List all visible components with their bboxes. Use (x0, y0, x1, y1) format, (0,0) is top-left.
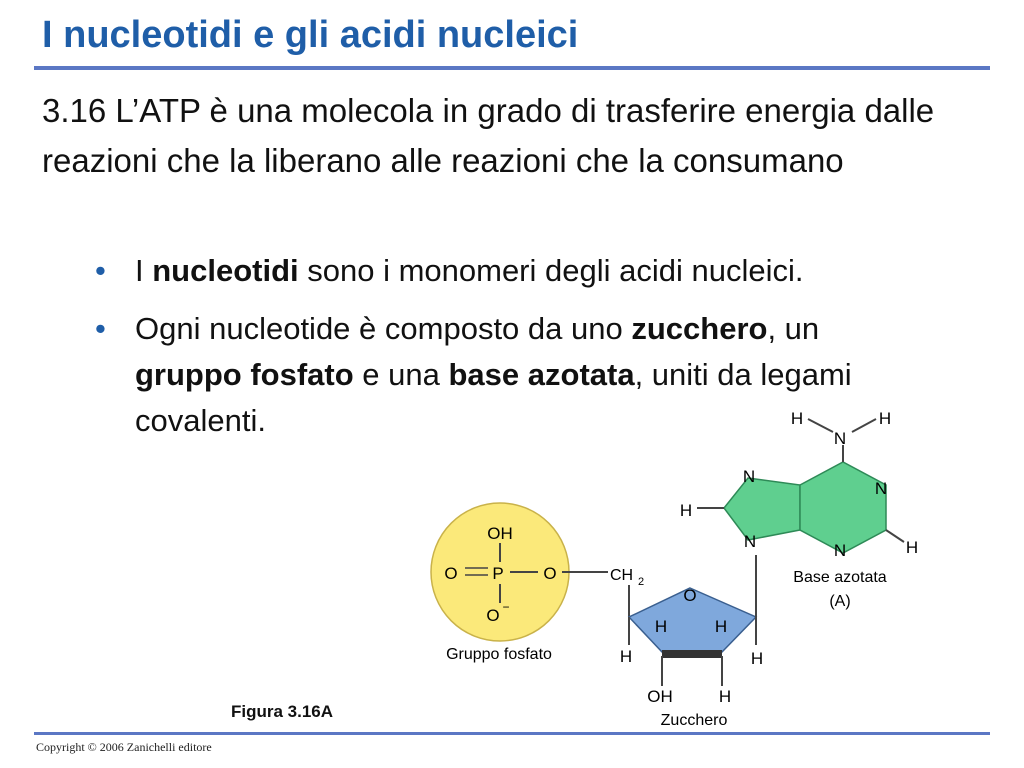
atom-label: N (743, 532, 757, 551)
bullet-text: I (135, 253, 153, 288)
slide-subtitle: 3.16 L’ATP è una molecola in grado di trasferire energia dalle reazioni che la liberano alle reazioni che la consumano (42, 92, 935, 179)
charge-label: − (502, 600, 510, 614)
atom-label: H (679, 501, 693, 520)
atom-label: O (683, 586, 697, 605)
bond-line (852, 419, 876, 432)
atom-label: H (905, 538, 919, 557)
subscript-label: 2 (638, 576, 645, 588)
atom-label: H (878, 409, 892, 428)
atom-label: OH (487, 524, 513, 543)
atom-label: P (492, 564, 504, 583)
bond-line (808, 419, 833, 432)
bond-line (886, 530, 904, 542)
atom-label: CH (610, 567, 634, 584)
atom-label: H (619, 647, 633, 666)
bullet-text: , uniti da legami covalenti. (135, 357, 852, 438)
bullet-keyword: nucleotidi (152, 253, 299, 288)
copyright-notice: Copyright © 2006 Zanichelli editore (36, 740, 212, 754)
bullet-dot: • (95, 311, 106, 346)
atom-label: N (833, 541, 847, 560)
atom-label: O (444, 564, 458, 583)
base-label: (A) (829, 593, 851, 610)
bullet-text: , un (767, 311, 820, 346)
atom-label: H (750, 649, 764, 668)
atom-label: H (790, 409, 804, 428)
bullet-text: sono i monomeri degli acidi nucleici. (298, 253, 804, 288)
bullet-text: e una (353, 357, 449, 392)
atom-label: N (874, 479, 888, 498)
phosphate-group (431, 503, 608, 663)
slide-title: I nucleotidi e gli acidi nucleici (42, 14, 579, 56)
bullet-dot: • (95, 253, 106, 288)
base-group (680, 409, 918, 610)
sugar-label: Zucchero (660, 712, 728, 729)
sugar-group (610, 555, 763, 729)
bullet-keyword: zucchero (631, 311, 768, 346)
base-hexagon (800, 462, 886, 553)
bullet-keyword: base azotata (448, 357, 635, 392)
atom-label: H (654, 617, 668, 636)
atom-label: H (718, 687, 732, 706)
bullet-text: Ogni nucleotide è composto da uno (135, 311, 632, 346)
base-label: Base azotata (793, 569, 887, 586)
atom-label: H (714, 617, 728, 636)
figure-caption: Figura 3.16A (231, 702, 334, 721)
sugar-ring-edge (662, 650, 722, 658)
bullet-keyword: gruppo fosfato (135, 357, 354, 392)
atom-label: N (833, 429, 847, 448)
atom-label: OH (647, 687, 673, 706)
atom-label: O (486, 606, 500, 625)
footer-divider (34, 732, 990, 735)
phosphate-label: Gruppo fosfato (446, 646, 552, 663)
atom-label: O (543, 564, 557, 583)
base-pentagon (724, 478, 800, 540)
atom-label: N (742, 467, 756, 486)
